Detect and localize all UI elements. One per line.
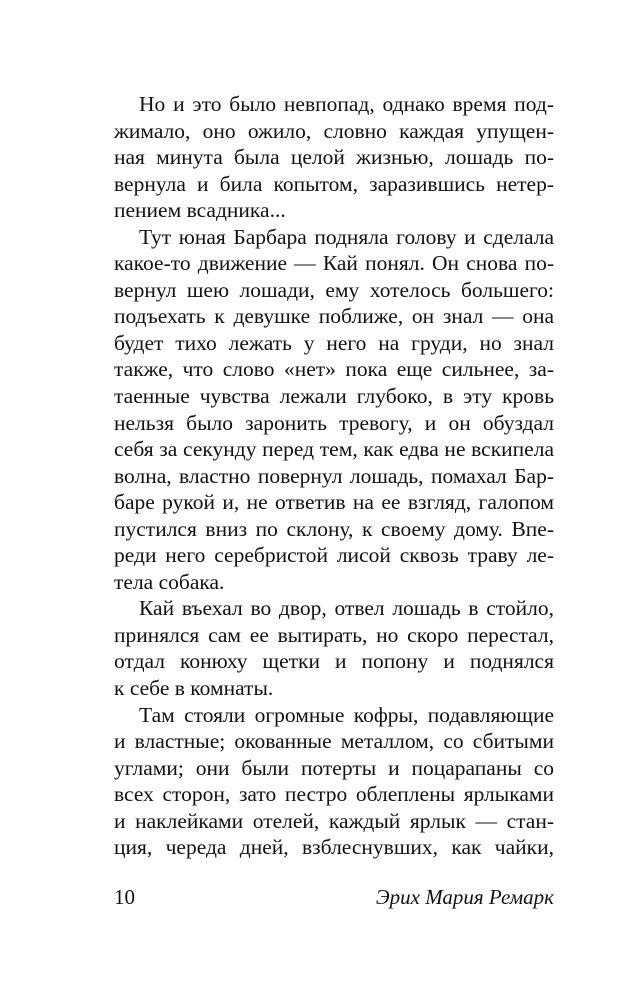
text-line: Тут юная Барбара подняла голову и сделала	[139, 224, 554, 249]
body-text	[114, 91, 554, 861]
text-line: и властные; окованные металлом, со сбитыми	[114, 729, 554, 754]
text-line: также, что слово «нет» пока еще сильнее, за-	[114, 357, 554, 382]
text-line: волна, властно повернул лошадь, помахал Бар-	[114, 463, 554, 488]
text-line: Кай въехал во двор, отвел лошадь в стойло,	[139, 596, 554, 621]
text-line: вернула и била копытом, заразившись нетер-	[114, 171, 554, 196]
text-line: баре рукой и, не ответив на ее взгляд, галопом	[114, 490, 554, 515]
text-line: принялся сам ее вытирать, но скоро перестал,	[114, 622, 554, 647]
text-line: нельзя было заронить тревогу, и он обуздал	[114, 410, 554, 435]
text-line: всех сторон, зато пестро облеплены ярлыками	[114, 782, 554, 807]
text-line: пением всадника...	[114, 198, 286, 223]
text-line: жимало, оно ожило, словно каждая упущен-	[114, 118, 554, 143]
text-line: какое-то движение — Кай понял. Он снова по-	[114, 251, 554, 276]
text-line: реди него серебристой лисой сквозь траву ле-	[114, 543, 554, 568]
text-line: углами; они были потерты и поцарапаны со	[114, 755, 554, 780]
text-line: ция, череда дней, взблеснувших, как чайки,	[114, 835, 554, 860]
text-line: будет тихо лежать у него на груди, но знал	[114, 330, 554, 355]
text-line: к себе в комнаты.	[114, 676, 274, 701]
text-line: тела собака.	[114, 569, 225, 594]
text-line: таенные чувства лежали глубоко, в эту кровь	[114, 384, 554, 409]
text-line: отдал конюху щетки и попону и поднялся	[114, 649, 554, 674]
text-line: вернул шею лошади, ему хотелось большего:	[114, 277, 554, 302]
text-line: Там стояли огромные кофры, подавляющие	[139, 702, 554, 727]
page-footer	[114, 884, 554, 910]
page-number: 10	[114, 885, 135, 909]
text-line: себя за секунду перед тем, как едва не вскипела	[114, 437, 554, 462]
text-line: подъехать к девушке поближе, он знал — она	[114, 304, 554, 329]
text-line: пустился вниз по склону, к своему дому. Впе-	[114, 516, 554, 541]
text-line: Но и это было невпопад, однако время под-	[139, 92, 554, 116]
text-line: и наклейками отелей, каждый ярлык — стан-	[114, 808, 554, 833]
running-title: Эрих Мария Ремарк	[375, 885, 554, 909]
text-line: ная минута была целой жизнью, лошадь по-	[114, 145, 554, 170]
